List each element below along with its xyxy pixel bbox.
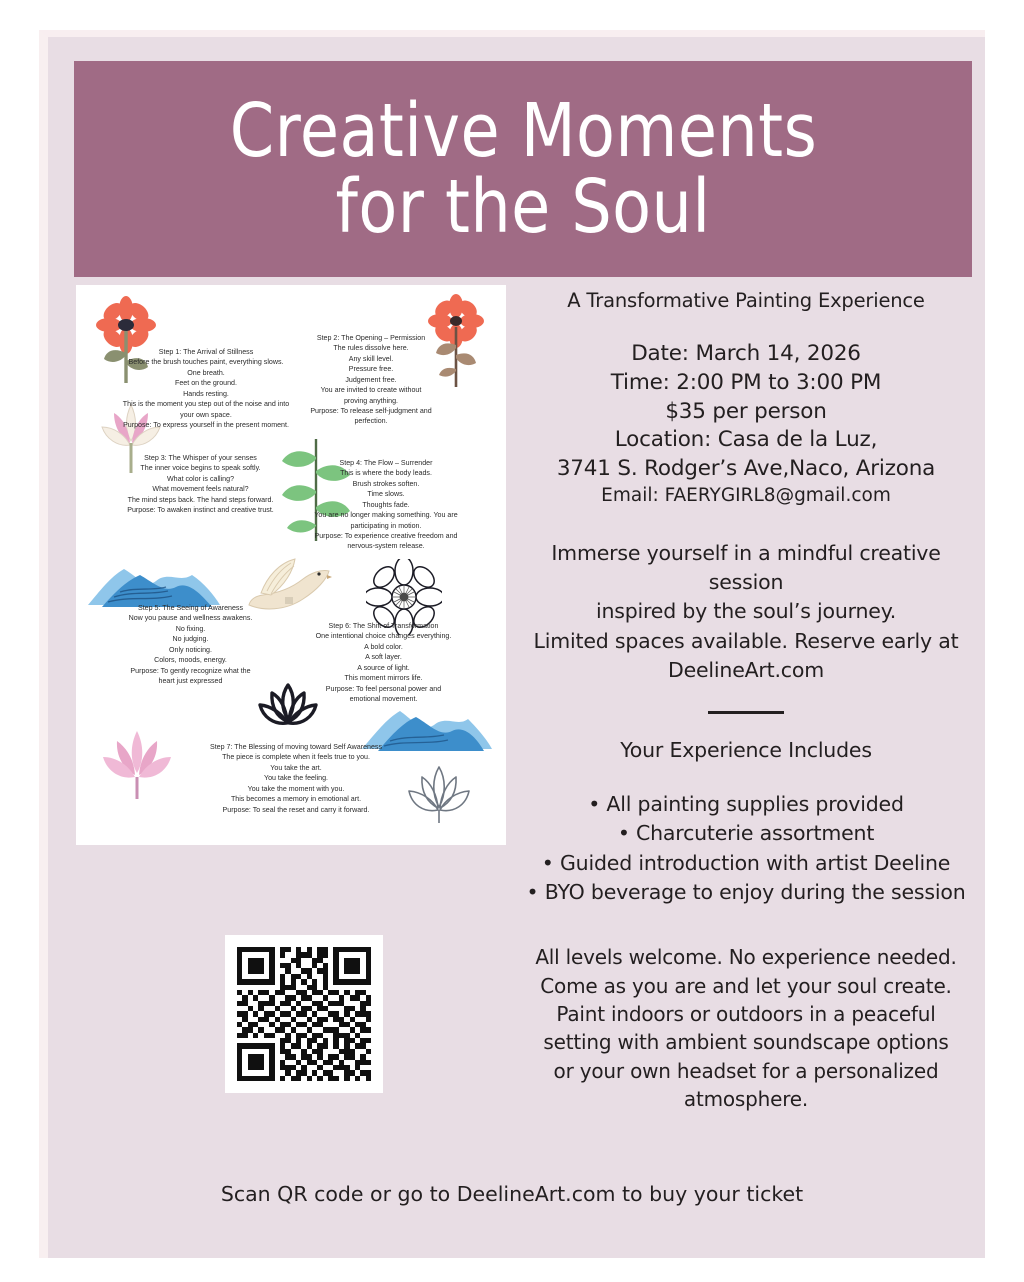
step-5-line-4: Only noticing. [169,645,212,654]
step-4-line-8: nervous-system release. [347,542,425,551]
step-7-heading: Step 7: The Blessing of moving toward Self Awareness [209,743,383,751]
step-2-line-2: Any skill level. [348,354,394,363]
step-2-line-6: proving anything. [343,396,399,405]
step-1-line-7: Purpose: To express yourself in the present moment. [123,420,289,429]
event-details [512,340,980,484]
step-1-heading: Step 1: The Arrival of Stillness [158,348,254,356]
step-2-line-7: Purpose: To release self-judgment and [310,406,432,415]
intro-paragraph [512,539,980,686]
closing-line-6: atmosphere. [683,1087,809,1112]
list-item: • BYO beverage to enjoy during the session [526,879,966,904]
step-7-line-5: This becomes a memory in emotional art. [230,795,362,804]
step-7-line-3: You take the feeling. [263,774,329,783]
step-5-line-1: Now you pause and wellness awakens. [128,614,253,623]
title-line-1: Creative Moments [229,87,817,174]
step-block-7 [171,742,421,815]
step-block-4 [291,458,481,552]
step-4-heading: Step 4: The Flow – Surrender [339,459,433,467]
step-4-line-3: Time slows. [367,490,405,499]
step-1-line-3: Feet on the ground. [175,379,237,388]
step-6-line-1: One intentional choice changes everything. [315,632,452,641]
website-link[interactable]: DeelineArt.com [668,658,824,683]
step-7-line-6: Purpose: To seal the reset and carry it forward. [222,805,370,814]
divider-wrapper [512,685,980,738]
event-subtitle: A Transformative Painting Experience [567,289,925,312]
closing-line-4: setting with ambient soundscape options [543,1030,949,1055]
step-6-heading: Step 6: The Shift of Transformation [328,622,439,630]
closing-paragraph [512,943,980,1113]
event-price: $35 per person [665,398,827,424]
step-2-line-3: Pressure free. [348,365,394,374]
qr-code-matrix [237,947,371,1081]
intro-line-3: Limited spaces available. Reserve early at [533,628,959,653]
list-item: • Guided introduction with artist Deeline [541,850,951,875]
step-4-line-1: This is where the body leads. [340,469,432,478]
step-5-line-6: Purpose: To gently recognize what the [130,666,251,675]
step-block-6 [291,621,476,704]
step-2-line-1: The rules dissolve here. [333,344,409,353]
step-5-heading: Step 5: The Seeing of Awareness [137,604,244,612]
event-email[interactable]: Email: FAERYGIRL8@gmail.com [601,484,891,506]
closing-line-3: Paint indoors or outdoors in a peaceful [556,1001,936,1026]
event-location: Location: Casa de la Luz, [614,427,878,453]
step-3-line-2: What color is calling? [166,474,235,483]
step-3-line-3: What movement feels natural? [152,485,249,494]
step-6-line-5: This moment mirrors life. [344,674,423,683]
list-item: • All painting supplies provided [588,791,904,816]
step-7-line-4: You take the moment with you. [247,784,345,793]
step-6-line-4: A source of light. [357,663,410,672]
step-2-heading: Step 2: The Opening – Permission [316,334,426,342]
step-7-line-2: You take the art. [270,763,322,772]
event-info-column [512,289,980,1114]
includes-list [512,790,980,907]
step-1-line-2: One breath. [187,368,225,377]
step-4-line-7: Purpose: To experience creative freedom and [314,531,458,540]
step-6-line-2: A bold color. [364,642,403,651]
closing-line-2: Come as you are and let your soul create. [540,973,952,998]
step-6-line-7: emotional movement. [349,694,418,703]
step-4-line-4: Thoughts fade. [362,500,410,509]
title-line-2: for the Soul [335,164,711,250]
event-date: Date: March 14, 2026 [631,341,861,366]
footer-cta: Scan QR code or go to DeelineArt.com to buy your ticket [220,1182,804,1206]
step-5-line-5: Colors, moods, energy. [154,656,227,665]
spacer [512,907,980,943]
qr-code[interactable] [225,935,383,1093]
step-6-line-6: Purpose: To feel personal power and [325,684,442,693]
step-5-line-2: No fixing. [175,624,206,633]
list-item: • Charcuterie assortment [617,821,875,846]
step-1-line-6: your own space. [180,410,232,419]
step-1-line-1: Before the brush touches paint, everything slows. [128,358,284,367]
step-3-line-1: The inner voice begins to speak softly. [140,464,261,473]
step-6-line-3: A soft layer. [365,653,402,662]
pink-lotus-bottom-left-icon [98,723,176,801]
closing-line-1: All levels welcome. No experience needed. [535,945,957,970]
step-3-line-4: The mind steps back. The hand steps forward. [127,495,274,504]
section-divider [708,711,784,714]
step-5-line-7: heart just expressed [158,676,223,685]
event-address: 3741 S. Rodger’s Ave,Naco, Arizona [556,456,936,482]
title-banner [74,61,972,277]
includes-heading: Your Experience Includes [620,737,872,762]
step-4-line-6: participating in motion. [350,521,422,530]
closing-line-5: or your own headset for a personalized [553,1058,939,1083]
step-3-line-5: Purpose: To awaken instinct and creative trust. [127,506,274,515]
step-1-line-4: Hands resting. [183,389,229,398]
step-2-line-8: perfection. [354,417,388,426]
event-time: Time: 2:00 PM to 3:00 PM [610,369,882,395]
step-3-heading: Step 3: The Whisper of your senses [144,454,257,462]
step-5-line-3: No judging. [172,635,209,644]
step-block-3 [98,453,303,516]
step-block-2 [276,333,466,427]
steps-collage-card [76,285,506,845]
step-2-line-4: Judgement free. [345,375,397,384]
step-7-line-1: The piece is complete when it feels true to you. [222,753,370,762]
step-2-line-5: You are invited to create without [320,386,422,395]
step-4-line-2: Brush strokes soften. [352,479,420,488]
step-block-5 [88,603,293,686]
step-4-line-5: You are no longer making something. You are [314,511,458,520]
spacer [512,509,980,539]
intro-line-1: Immerse yourself in a mindful creative session [551,540,941,595]
step-1-line-5: This is the moment you step out of the noise and into [122,400,290,409]
intro-line-2: inspired by the soul’s journey. [595,599,897,624]
